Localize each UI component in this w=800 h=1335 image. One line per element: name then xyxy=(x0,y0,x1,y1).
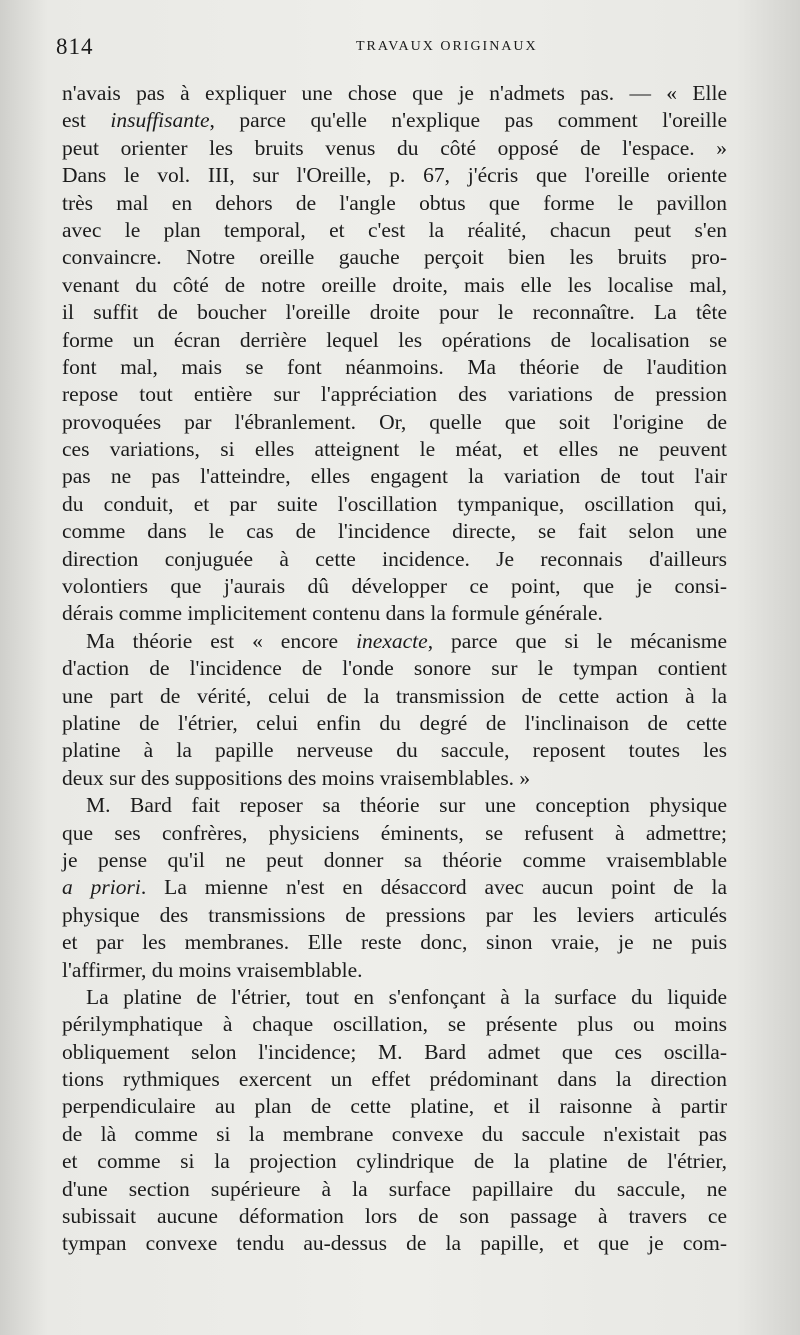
text-line: ces variations, si elles atteignent le méat, et elles ne peuvent xyxy=(62,437,727,462)
text-segment: , parce qu'elle n'explique pas comment l'oreille xyxy=(209,108,727,133)
text-line: et par les membranes. Elle reste donc, sinon vraie, je ne puis xyxy=(62,930,727,955)
text-line: repose tout entière sur l'appréciation des variations de pression xyxy=(62,382,727,407)
text-segment: , parce que si le mécanisme xyxy=(427,628,727,653)
page-header xyxy=(56,34,726,64)
text-line: l'affirmer, du moins vraisemblable. xyxy=(62,957,363,982)
text-line: très mal en dehors de l'angle obtus que forme le pavillon xyxy=(62,190,727,215)
text-line: du conduit, et par suite l'oscillation tympanique, oscillation qui, xyxy=(62,491,727,516)
text-line: platine de l'étrier, celui enfin du degré de l'inclinaison de cette xyxy=(62,710,727,735)
text-line: convaincre. Notre oreille gauche perçoit bien les bruits pro- xyxy=(62,245,727,270)
text-line: La platine de l'étrier, tout en s'enfonçant à la surface du liquide xyxy=(86,984,727,1009)
page-number: 814 xyxy=(56,34,94,59)
text-line: font mal, mais se font néanmoins. Ma théorie de l'audition xyxy=(62,354,727,379)
italic-text: a priori xyxy=(62,875,141,900)
text-segment: est xyxy=(62,108,111,133)
text-line: périlymphatique à chaque oscillation, se présente plus ou moins xyxy=(62,1012,727,1037)
text-segment: . La mienne n'est en désaccord avec aucun point de la xyxy=(140,875,727,900)
text-line: avec le plan temporal, et c'est la réalité, chacun peut s'en xyxy=(62,217,727,242)
text-line: tions rythmiques exercent un effet prédominant dans la direction xyxy=(62,1067,727,1092)
text-line: pas ne pas l'atteindre, elles engagent la variation de tout l'air xyxy=(62,464,727,489)
text-line: deux sur des suppositions des moins vraisemblables. » xyxy=(62,765,531,790)
text-line: n'avais pas à expliquer une chose que je n'admets pas. — « Elle xyxy=(62,81,727,105)
text-line: volontiers que j'aurais dû développer ce point, que je consi- xyxy=(62,574,727,599)
text-line: et comme si la projection cylindrique de la platine de l'étrier, xyxy=(62,1149,727,1174)
text-line: platine à la papille nerveuse du saccule, reposent toutes les xyxy=(62,738,727,763)
text-line: subissait aucune déformation lors de son passage à travers ce xyxy=(62,1204,727,1229)
text-line: provoquées par l'ébranlement. Or, quelle que soit l'origine de xyxy=(62,409,727,434)
text-line: je pense qu'il ne peut donner sa théorie comme vraisemblable xyxy=(62,847,727,872)
text-line: d'une section supérieure à la surface papillaire du saccule, ne xyxy=(62,1176,727,1201)
text-line: perpendiculaire au plan de cette platine, et il raisonne à partir xyxy=(62,1094,727,1119)
text-line: comme dans le cas de l'incidence directe, se fait selon une xyxy=(62,519,727,544)
text-line: venant du côté de notre oreille droite, mais elle les localise mal, xyxy=(62,272,727,297)
text-line: physique des transmissions de pressions par les leviers articulés xyxy=(62,902,727,927)
text-line xyxy=(62,628,727,655)
italic-text: inexacte xyxy=(356,628,428,653)
text-line: il suffit de boucher l'oreille droite pour le reconnaître. La tête xyxy=(62,300,727,325)
text-line: M. Bard fait reposer sa théorie sur une conception physique xyxy=(86,793,727,818)
text-line: peut orienter les bruits venus du côté opposé de l'espace. » xyxy=(62,135,727,160)
text-line xyxy=(62,874,727,901)
text-line: forme un écran derrière lequel les opérations de localisation se xyxy=(62,327,727,352)
text-line: direction conjuguée à cette incidence. Je reconnais d'ailleurs xyxy=(62,546,727,571)
text-line: une part de vérité, celui de la transmission de cette action à la xyxy=(62,683,727,708)
body-text xyxy=(62,80,727,1258)
text-line: Dans le vol. III, sur l'Oreille, p. 67, j'écris que l'oreille oriente xyxy=(62,163,727,188)
running-head: TRAVAUX ORIGINAUX xyxy=(356,39,538,54)
text-line: que ses confrères, physiciens éminents, se refusent à admettre; xyxy=(62,820,727,845)
text-line: obliquement selon l'incidence; M. Bard admet que ces oscilla- xyxy=(62,1039,727,1064)
text-line: d'action de l'incidence de l'onde sonore sur le tympan contient xyxy=(62,656,727,681)
text-segment: Ma théorie est « encore xyxy=(86,628,357,653)
text-line xyxy=(62,107,727,134)
text-line: dérais comme implicitement contenu dans la formule générale. xyxy=(62,601,603,626)
italic-text: insuffisante xyxy=(110,108,210,133)
text-line: de là comme si la membrane convexe du saccule n'existait pas xyxy=(62,1121,727,1146)
text-line: tympan convexe tendu au-dessus de la papille, et que je com- xyxy=(62,1231,727,1256)
